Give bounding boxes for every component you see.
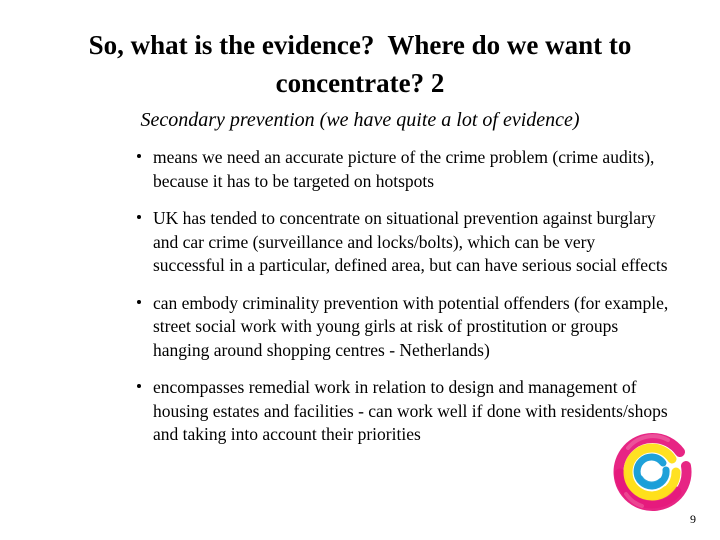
list-item bbox=[136, 376, 670, 447]
bullet-dot-icon bbox=[137, 154, 141, 158]
bullet-dot-icon bbox=[137, 215, 141, 219]
page-number: 9 bbox=[690, 512, 696, 526]
list-item bbox=[136, 292, 670, 363]
list-item-text: UK has tended to concentrate on situational prevention against burglary and car crime (surveillance and locks/bolts), which can be very successful in a particular, defined area, but can have serious social effects bbox=[153, 208, 668, 275]
page-title: So, what is the evidence? Where do we want to concentrate? 2 bbox=[88, 30, 639, 98]
page-subtitle: Secondary prevention (we have quite a lot of evidence) bbox=[140, 109, 580, 131]
bullet-dot-icon bbox=[137, 384, 141, 388]
title-block bbox=[50, 26, 670, 102]
bullet-dot-icon bbox=[137, 300, 141, 304]
list-item-text: encompasses remedial work in relation to design and management of housing estates and facilities - can work well if done with residents/shops and taking into account their priorities bbox=[153, 377, 668, 444]
subtitle-block bbox=[50, 108, 670, 132]
list-item bbox=[136, 207, 670, 278]
bullet-list bbox=[136, 146, 670, 447]
list-item-text: can embody criminality prevention with potential offenders (for example, street social work with young girls at risk of prostitution or groups hanging around shopping centres - Netherlands) bbox=[153, 292, 669, 360]
list-item-text: means we need an accurate picture of the crime problem (crime audits), because it has to be targeted on hotspots bbox=[153, 147, 655, 191]
list-item bbox=[136, 146, 670, 193]
